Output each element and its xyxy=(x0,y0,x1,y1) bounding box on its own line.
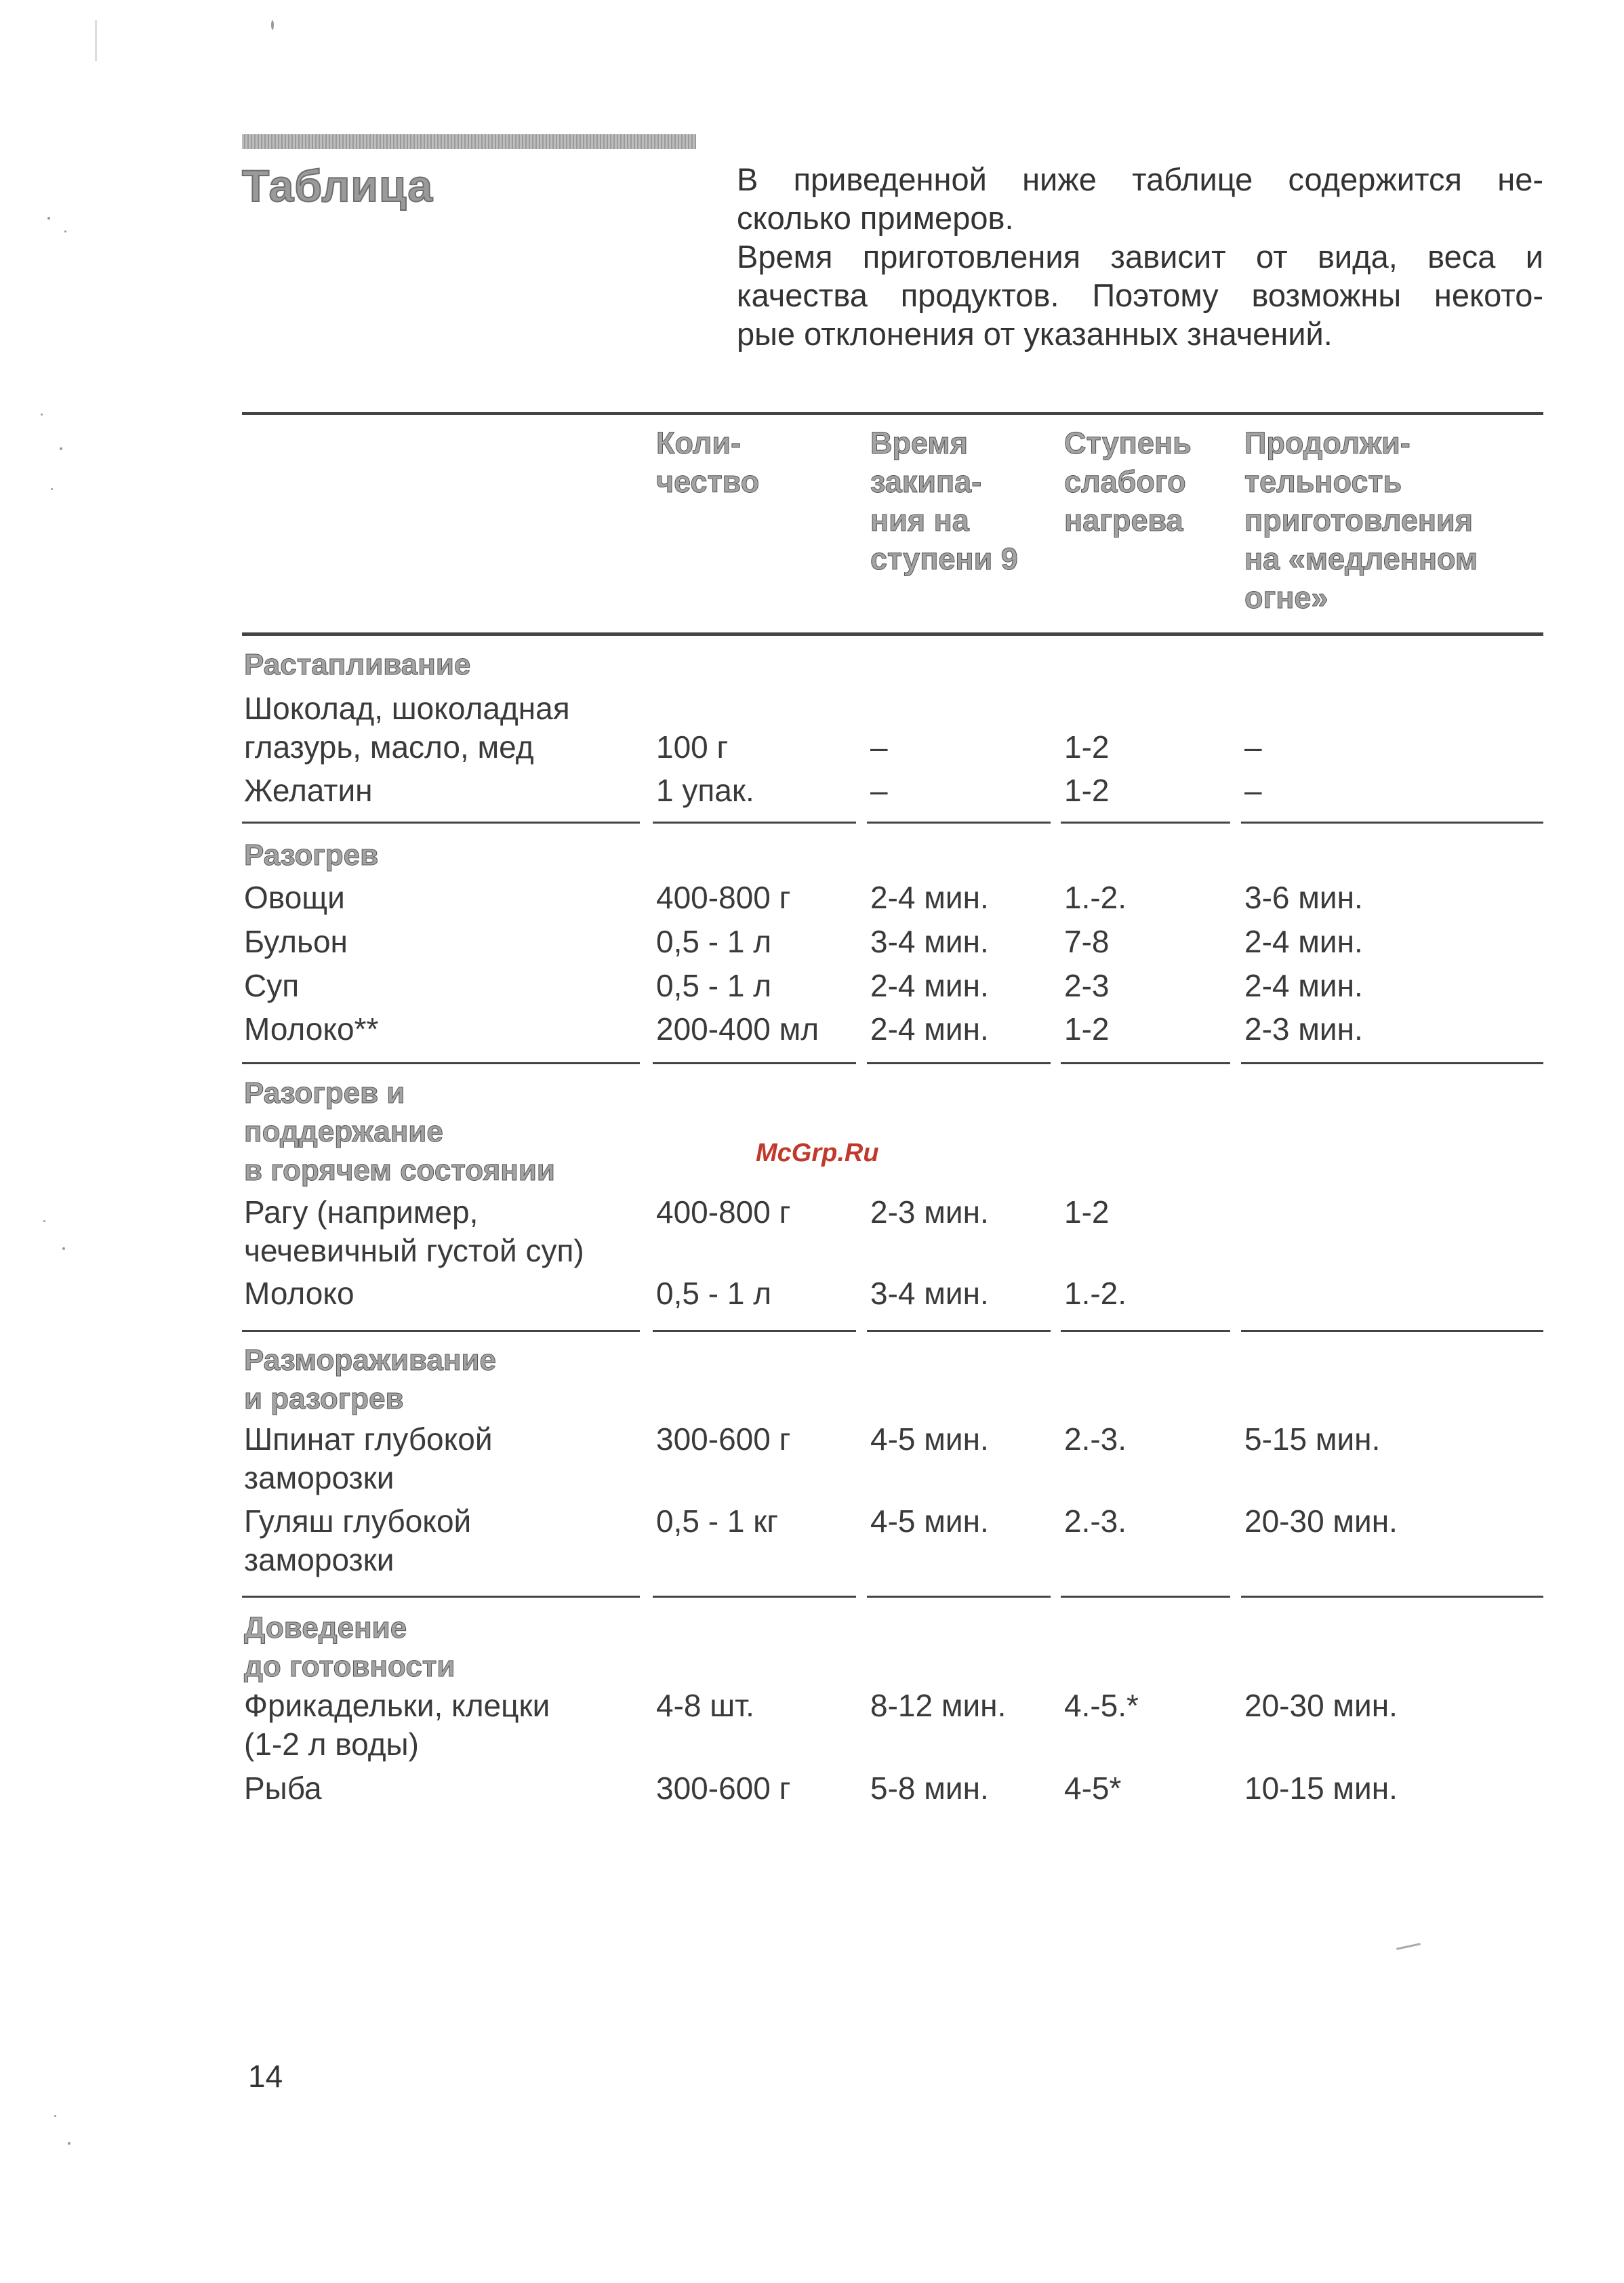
cell-stage: 1.-2. xyxy=(1064,880,1127,915)
row-name-line: Рагу (например, xyxy=(244,1194,479,1230)
cell-boil-time: – xyxy=(870,773,888,808)
intro-line: рые отклонения от указанных значений. xyxy=(737,316,1333,352)
scan-artifact xyxy=(60,447,62,450)
cell-stage: 2-3 xyxy=(1064,968,1110,1003)
section-divider xyxy=(1241,1062,1543,1064)
section-heading-line: Разогрев и xyxy=(244,1076,405,1110)
scan-artifact xyxy=(1396,1943,1421,1949)
section-divider xyxy=(867,822,1051,824)
row-name-line: Фрикадельки, клецки xyxy=(244,1688,550,1723)
cell-quantity: 0,5 - 1 кг xyxy=(656,1503,779,1539)
cell-boil-time: 3-4 мин. xyxy=(870,1276,989,1311)
cell-duration: 2-4 мин. xyxy=(1244,968,1363,1003)
column-header-line: нагрева xyxy=(1064,503,1183,538)
row-name-line: Бульон xyxy=(244,924,348,959)
section-heading-line: Размораживание xyxy=(244,1343,497,1377)
section-divider xyxy=(1061,1596,1230,1598)
page-title: Таблица xyxy=(242,161,434,211)
column-header-line: приготовления xyxy=(1244,503,1473,538)
table-header-rule xyxy=(242,632,1543,636)
cell-boil-time: – xyxy=(870,729,888,765)
intro-line: сколько примеров. xyxy=(737,200,1014,236)
section-heading-line: Доведение xyxy=(244,1611,407,1644)
cell-stage: 1.-2. xyxy=(1064,1276,1127,1311)
section-divider xyxy=(1241,1330,1543,1332)
section-heading-line: Растапливание xyxy=(244,648,471,681)
cell-boil-time: 3-4 мин. xyxy=(870,924,989,959)
page-number: 14 xyxy=(248,2059,283,2094)
title-rule xyxy=(242,134,696,149)
section-divider xyxy=(867,1062,1051,1064)
cell-boil-time: 2-4 мин. xyxy=(870,1011,989,1047)
table-top-rule xyxy=(242,412,1543,415)
section-divider xyxy=(867,1330,1051,1332)
cell-quantity: 0,5 - 1 л xyxy=(656,1276,772,1311)
intro-line: Время приготовления зависит от вида, веса и xyxy=(737,239,1543,275)
cell-quantity: 200-400 мл xyxy=(656,1011,819,1047)
table-row-name xyxy=(244,1274,354,1313)
cell-duration: 2-3 мин. xyxy=(1244,1011,1363,1047)
cell-quantity: 4-8 шт. xyxy=(656,1688,754,1723)
column-header-line: чество xyxy=(656,464,760,499)
table-row-name xyxy=(244,878,345,917)
cell-stage: 7-8 xyxy=(1064,924,1110,959)
column-header-line: Время xyxy=(870,426,968,460)
cell-duration: 20-30 мин. xyxy=(1244,1688,1398,1723)
table-row-name xyxy=(244,1686,550,1764)
cell-stage: 4.-5.* xyxy=(1064,1688,1139,1723)
section-divider xyxy=(653,1062,856,1064)
section-divider xyxy=(242,1330,640,1332)
cell-boil-time: 2-4 мин. xyxy=(870,968,989,1003)
cell-quantity: 400-800 г xyxy=(656,880,791,915)
section-divider xyxy=(1241,822,1543,824)
row-name-line: (1-2 л воды) xyxy=(244,1726,419,1762)
table-row-name xyxy=(244,1420,493,1497)
column-header-line: Коли- xyxy=(656,426,742,460)
table-row-name xyxy=(244,1769,322,1808)
column-header-duration xyxy=(1244,424,1478,617)
section-heading-line: до готовности xyxy=(244,1650,455,1683)
cell-duration: 20-30 мин. xyxy=(1244,1503,1398,1539)
scan-artifact xyxy=(43,1220,45,1222)
table-row-name xyxy=(244,923,348,961)
table-row-name xyxy=(244,967,299,1005)
scan-artifact xyxy=(54,2115,56,2117)
cell-boil-time: 5-8 мин. xyxy=(870,1771,989,1806)
cell-duration: 2-4 мин. xyxy=(1244,924,1363,959)
column-header-line: слабого xyxy=(1064,464,1186,499)
section-heading-line: и разогрев xyxy=(244,1382,404,1415)
cell-quantity: 300-600 г xyxy=(656,1421,791,1457)
section-heading xyxy=(244,1341,496,1418)
column-header-low-heat-stage xyxy=(1064,424,1192,540)
scan-artifact xyxy=(68,2142,70,2145)
section-heading-line: в горячем состоянии xyxy=(244,1154,555,1187)
intro-line: В приведенной ниже таблице содержится не- xyxy=(737,161,1543,197)
cell-duration: 5-15 мин. xyxy=(1244,1421,1381,1457)
cell-duration: 3-6 мин. xyxy=(1244,880,1363,915)
intro-text xyxy=(737,160,1543,353)
cell-duration: 10-15 мин. xyxy=(1244,1771,1398,1806)
cell-duration: – xyxy=(1244,729,1262,765)
cell-quantity: 0,5 - 1 л xyxy=(656,924,772,959)
cell-stage: 4-5* xyxy=(1064,1771,1122,1806)
row-name-line: заморозки xyxy=(244,1460,394,1495)
section-heading-line: поддержание xyxy=(244,1115,443,1148)
watermark: McGrp.Ru xyxy=(756,1139,879,1167)
section-divider xyxy=(1061,1330,1230,1332)
cell-boil-time: 2-3 мин. xyxy=(870,1194,989,1230)
scan-artifact xyxy=(271,20,274,30)
section-divider xyxy=(653,1596,856,1598)
scan-artifact xyxy=(47,217,50,220)
section-heading xyxy=(244,645,470,684)
cell-quantity: 0,5 - 1 л xyxy=(656,968,772,1003)
intro-line: качества продуктов. Поэтому возможны некото- xyxy=(737,277,1543,313)
cell-stage: 2.-3. xyxy=(1064,1503,1127,1539)
section-heading xyxy=(244,1074,555,1190)
row-name-line: чечевичный густой суп) xyxy=(244,1233,584,1268)
table-row-name xyxy=(244,689,570,767)
cell-boil-time: 2-4 мин. xyxy=(870,880,989,915)
scan-artifact xyxy=(51,488,53,490)
cell-quantity: 1 упак. xyxy=(656,773,754,808)
scan-artifact xyxy=(62,1247,65,1250)
table-row-name xyxy=(244,771,373,810)
cell-stage: 1-2 xyxy=(1064,1011,1110,1047)
section-divider xyxy=(1241,1596,1543,1598)
cell-boil-time: 4-5 мин. xyxy=(870,1421,989,1457)
cell-duration: – xyxy=(1244,773,1262,808)
column-header-line: ния на xyxy=(870,503,969,538)
row-name-line: глазурь, масло, мед xyxy=(244,729,534,765)
column-header-line: ступени 9 xyxy=(870,542,1018,576)
row-name-line: Молоко** xyxy=(244,1011,379,1047)
column-header-line: тельность xyxy=(1244,464,1402,499)
table-row-name xyxy=(244,1502,471,1579)
column-header-line: Продолжи- xyxy=(1244,426,1410,460)
section-divider xyxy=(1061,822,1230,824)
column-header-line: Ступень xyxy=(1064,426,1192,460)
scan-artifact xyxy=(64,230,66,233)
column-header-boil-time xyxy=(870,424,1018,578)
table-row-name xyxy=(244,1010,378,1049)
section-divider xyxy=(653,822,856,824)
row-name-line: Шоколад, шоколадная xyxy=(244,691,570,726)
cell-quantity: 400-800 г xyxy=(656,1194,791,1230)
row-name-line: Шпинат глубокой xyxy=(244,1421,493,1457)
cell-boil-time: 4-5 мин. xyxy=(870,1503,989,1539)
section-divider xyxy=(242,1596,640,1598)
row-name-line: заморозки xyxy=(244,1542,394,1577)
cell-boil-time: 8-12 мин. xyxy=(870,1688,1007,1723)
row-name-line: Суп xyxy=(244,968,300,1003)
row-name-line: Рыба xyxy=(244,1771,322,1806)
row-name-line: Молоко xyxy=(244,1276,354,1311)
scan-artifact xyxy=(95,20,97,61)
scan-artifact xyxy=(41,413,43,416)
cell-stage: 1-2 xyxy=(1064,729,1110,765)
column-header-line: закипа- xyxy=(870,464,982,499)
section-divider xyxy=(867,1596,1051,1598)
section-divider xyxy=(242,822,640,824)
row-name-line: Гуляш глубокой xyxy=(244,1503,472,1539)
cell-stage: 1-2 xyxy=(1064,1194,1110,1230)
section-heading xyxy=(244,1609,455,1686)
table-row-name xyxy=(244,1193,584,1270)
column-header-line: на «медленном xyxy=(1244,542,1478,576)
cell-stage: 2.-3. xyxy=(1064,1421,1127,1457)
cell-stage: 1-2 xyxy=(1064,773,1110,808)
cell-quantity: 300-600 г xyxy=(656,1771,791,1806)
section-heading-line: Разогрев xyxy=(244,839,379,872)
cell-quantity: 100 г xyxy=(656,729,729,765)
section-divider xyxy=(242,1062,640,1064)
section-divider xyxy=(653,1330,856,1332)
section-heading xyxy=(244,836,378,874)
column-header-line: огне» xyxy=(1244,580,1328,615)
row-name-line: Овощи xyxy=(244,880,345,915)
row-name-line: Желатин xyxy=(244,773,373,808)
section-divider xyxy=(1061,1062,1230,1064)
column-header-quantity xyxy=(656,424,759,501)
